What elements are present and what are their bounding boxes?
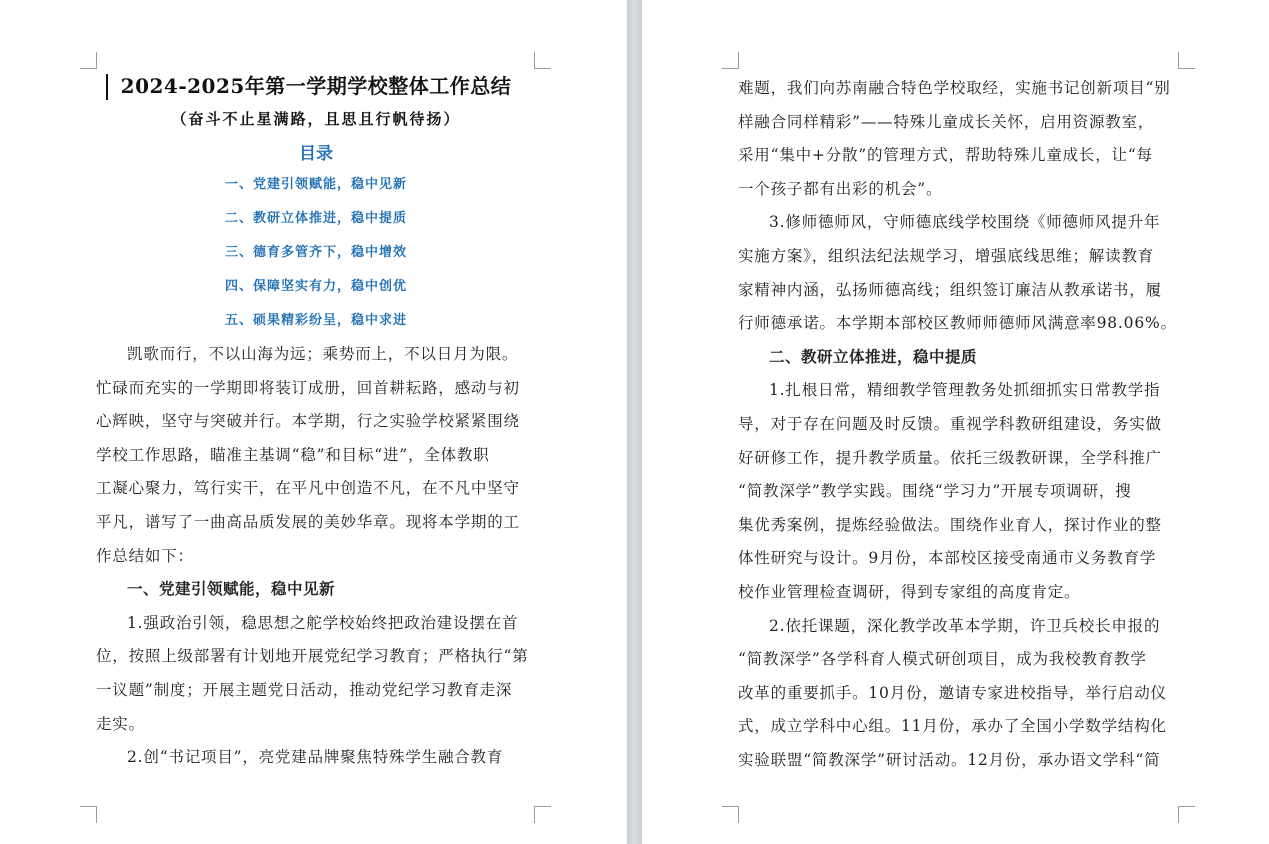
body-line: 学校工作思路，瞄准主基调“稳”和目标“进”，全体教职 bbox=[96, 445, 490, 464]
body-line: 样融合同样精彩”——特殊儿童成长关怀，启用资源教室， bbox=[738, 112, 1155, 131]
body-paragraph: 1.扎根日常，精细教学管理教务处抓细抓实日常教学指 bbox=[769, 381, 1161, 400]
body-line: 采用“集中+分散”的管理方式，帮助特殊儿童成长，让“每 bbox=[738, 146, 1153, 165]
body-line: 走实。 bbox=[96, 714, 145, 733]
body-line: 导，对于存在问题及时反馈。重视学科教研组建设，务实做 bbox=[738, 414, 1162, 433]
body-line: 改革的重要抓手。10月份，邀请专家进校指导，举行启动仪 bbox=[738, 683, 1167, 702]
body-paragraph: 凯歌而行，不以山海为远；乘势而上，不以日月为限。 bbox=[127, 345, 519, 363]
toc-heading[interactable]: 目录 bbox=[299, 144, 333, 164]
toc-item[interactable]: 五、硕果精彩纷呈，稳中求进 bbox=[224, 313, 407, 328]
body-line: 行师德承诺。本学期本部校区教师师德师风满意率98.06%。 bbox=[738, 314, 1177, 333]
toc-item[interactable]: 四、保障坚实有力，稳中创优 bbox=[224, 279, 407, 294]
body-line: “简教深学”教学实践。围绕“学习力”开展专项调研，搜 bbox=[738, 482, 1132, 501]
crop-mark-bottom-left bbox=[80, 806, 97, 823]
body-line: 式，成立学科中心组。11月份，承办了全国小学数学结构化 bbox=[738, 717, 1167, 736]
body-line: “简教深学”各学科育人模式研创项目，成为我校教育教学 bbox=[738, 650, 1147, 669]
body-line: 心辉映，坚守与突破并行。本学期，行之实验学校紧紧围绕 bbox=[96, 412, 520, 431]
crop-mark-bottom-left bbox=[722, 806, 739, 823]
document-title[interactable]: 2024-2025年第一学期学校整体工作总结 bbox=[96, 72, 536, 100]
body-line: 体性研究与设计。9月份，本部校区接受南通市义务教育学 bbox=[738, 549, 1157, 568]
toc-item[interactable]: 二、教研立体推进，稳中提质 bbox=[224, 211, 407, 226]
body-line: 家精神内涵，弘扬师德高线；组织签订廉洁从教承诺书，履 bbox=[738, 280, 1162, 299]
right-page-body[interactable] bbox=[738, 72, 1182, 777]
body-line: 难题，我们向苏南融合特色学校取经，实施书记创新项目“别 bbox=[738, 79, 1171, 97]
body-line: 实验联盟“简教深学”研讨活动。12月份，承办语文学科“简 bbox=[738, 750, 1161, 769]
body-line: 作总结如下： bbox=[96, 546, 194, 565]
document-subtitle: （奋斗不止星满路，且思且行帆待扬） bbox=[171, 110, 461, 128]
page-gutter bbox=[627, 0, 642, 844]
body-line: 一议题”制度；开展主题党日活动，推动党纪学习教育走深 bbox=[96, 680, 513, 699]
body-paragraph: 3.修师德师风，守师德底线学校围绕《师德师风提升年 bbox=[769, 213, 1161, 232]
crop-mark-top-left bbox=[722, 52, 739, 69]
body-line: 一个孩子都有出彩的机会”。 bbox=[738, 179, 943, 198]
crop-mark-bottom-right bbox=[534, 806, 551, 823]
body-paragraph: 2.创“书记项目”，亮党建品牌聚焦特殊学生融合教育 bbox=[127, 748, 504, 767]
crop-mark-bottom-right bbox=[1178, 806, 1195, 823]
toc-item[interactable]: 三、德育多管齐下，稳中增效 bbox=[224, 245, 407, 260]
body-line: 集优秀案例，提炼经验做法。围绕作业育人，探讨作业的整 bbox=[738, 515, 1162, 534]
body-line: 平凡，谱写了一曲高品质发展的美妙华章。现将本学期的工 bbox=[96, 512, 520, 531]
left-page-body[interactable] bbox=[96, 72, 536, 775]
body-line: 实施方案》，组织法纪法规学习，增强底线思维；解读教育 bbox=[738, 246, 1155, 265]
document-page-left bbox=[0, 0, 627, 844]
crop-mark-top-right bbox=[1178, 52, 1195, 69]
table-of-contents bbox=[96, 168, 536, 338]
body-line: 位，按照上级部署有计划地开展党纪学习教育；严格执行“第 bbox=[96, 647, 529, 666]
body-line: 忙碌而充实的一学期即将装订成册，回首耕耘路，感动与初 bbox=[96, 378, 520, 397]
document-page-right bbox=[642, 0, 1269, 844]
section-heading-1: 一、党建引领赋能，稳中见新 bbox=[127, 580, 336, 599]
body-line: 好研修工作，提升教学质量。依托三级教研课，全学科推广 bbox=[738, 448, 1162, 467]
crop-mark-top-right bbox=[534, 52, 551, 69]
body-paragraph: 1.强政治引领，稳思想之舵学校始终把政治建设摆在首 bbox=[127, 613, 519, 632]
text-cursor bbox=[106, 74, 108, 100]
section-heading-2: 二、教研立体推进，稳中提质 bbox=[769, 347, 978, 366]
body-line: 校作业管理检查调研，得到专家组的高度肯定。 bbox=[738, 582, 1081, 601]
body-line: 工凝心聚力，笃行实干，在平凡中创造不凡，在不凡中坚守 bbox=[96, 479, 520, 498]
body-paragraph: 2.依托课题，深化教学改革本学期，许卫兵校长申报的 bbox=[769, 616, 1161, 635]
toc-item[interactable]: 一、党建引领赋能，稳中见新 bbox=[224, 177, 407, 192]
crop-mark-top-left bbox=[80, 52, 97, 69]
